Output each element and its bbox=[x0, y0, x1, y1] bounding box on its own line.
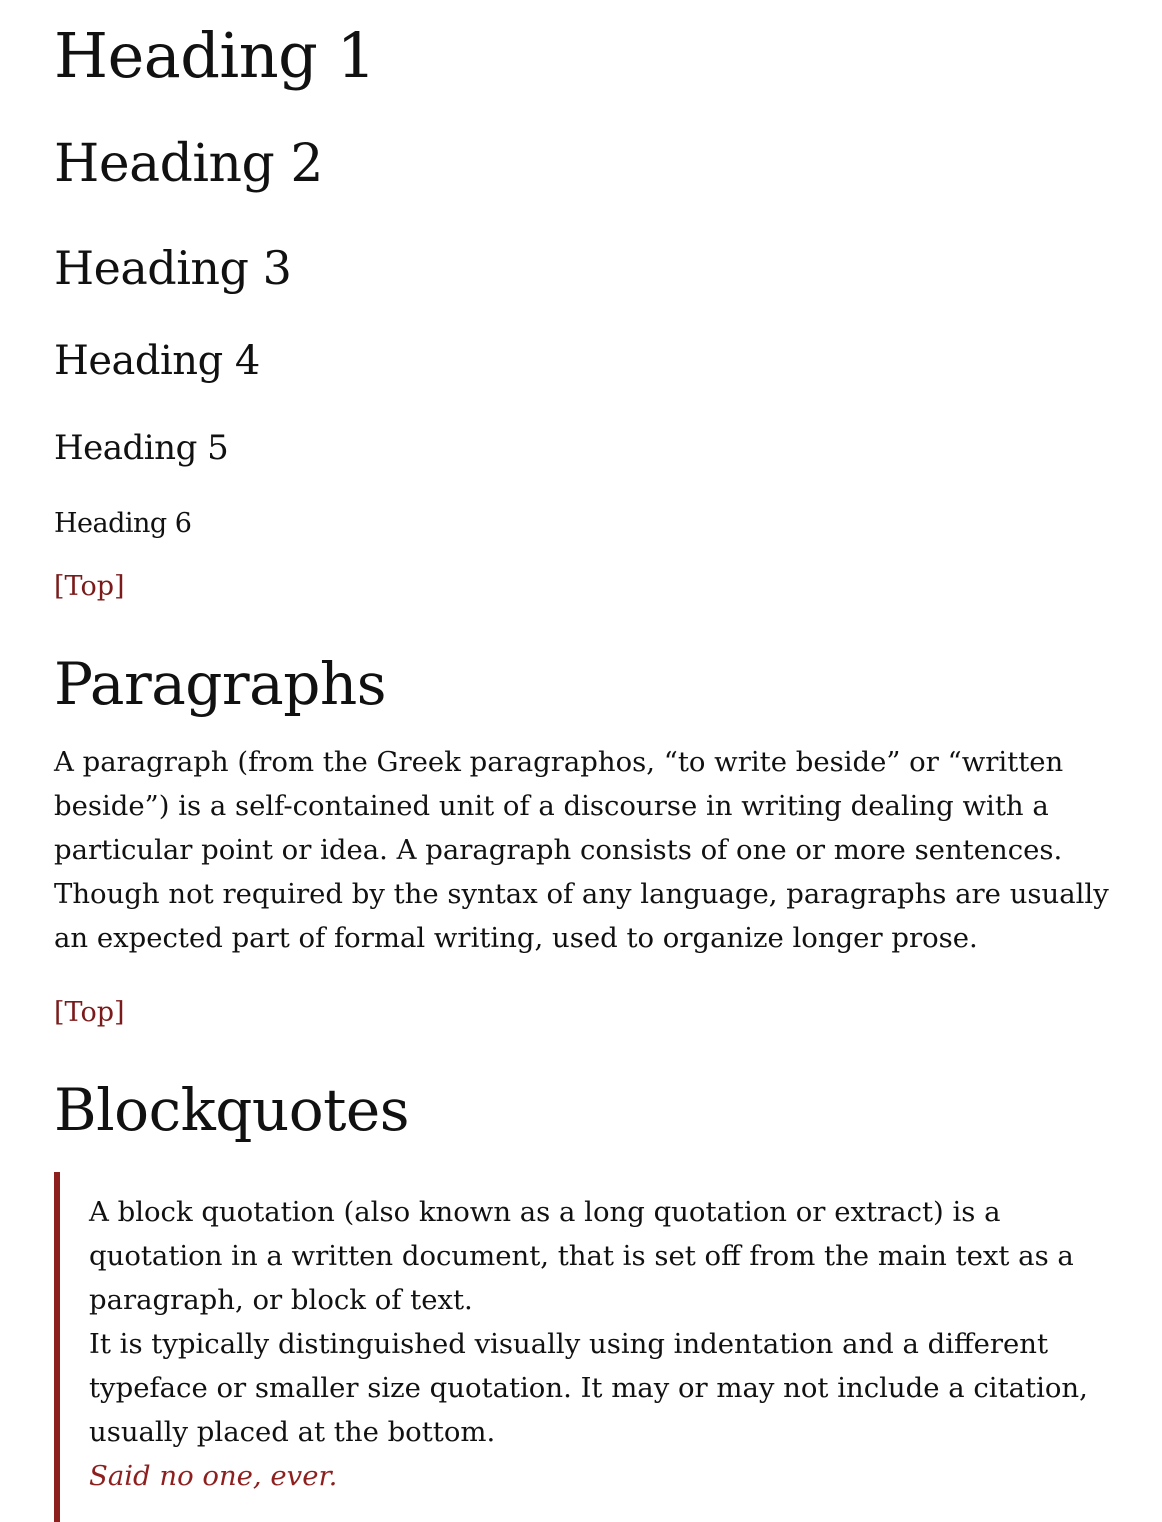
heading-4: Heading 4 bbox=[54, 338, 260, 384]
paragraphs-title: Paragraphs bbox=[54, 650, 386, 718]
top-link-headings[interactable]: [Top] bbox=[54, 571, 125, 602]
blockquote-text-2: It is typically distinguished visually using indentation and a different typeface or smaller size quotation. It may or may not include a citation, usually placed at the bottom. bbox=[89, 1328, 1088, 1448]
heading-1: Heading 1 bbox=[54, 19, 376, 92]
heading-5: Heading 5 bbox=[54, 428, 229, 468]
blockquote-text-1: A block quotation (also known as a long quotation or extract) is a quotation in a written document, that is set off from the main text as a paragraph, or block of text. bbox=[89, 1196, 1074, 1316]
paragraph-body: A paragraph (from the Greek paragraphos, “to write beside” or “written beside”) is a self-contained unit of a discourse in writing dealing with a particular point or idea. A paragraph consists of one or more sentences. Though not required by the syntax of any language, paragraphs are usually an expected part of formal writing, used to organize longer prose. bbox=[54, 746, 1109, 954]
blockquote bbox=[54, 1172, 1114, 1522]
heading-3: Heading 3 bbox=[54, 241, 292, 295]
blockquote-citation: Said no one, ever. bbox=[89, 1460, 338, 1492]
top-link-paragraphs[interactable]: [Top] bbox=[54, 997, 125, 1028]
heading-2: Heading 2 bbox=[54, 134, 323, 194]
heading-6: Heading 6 bbox=[54, 508, 192, 539]
blockquotes-title: Blockquotes bbox=[54, 1076, 410, 1144]
